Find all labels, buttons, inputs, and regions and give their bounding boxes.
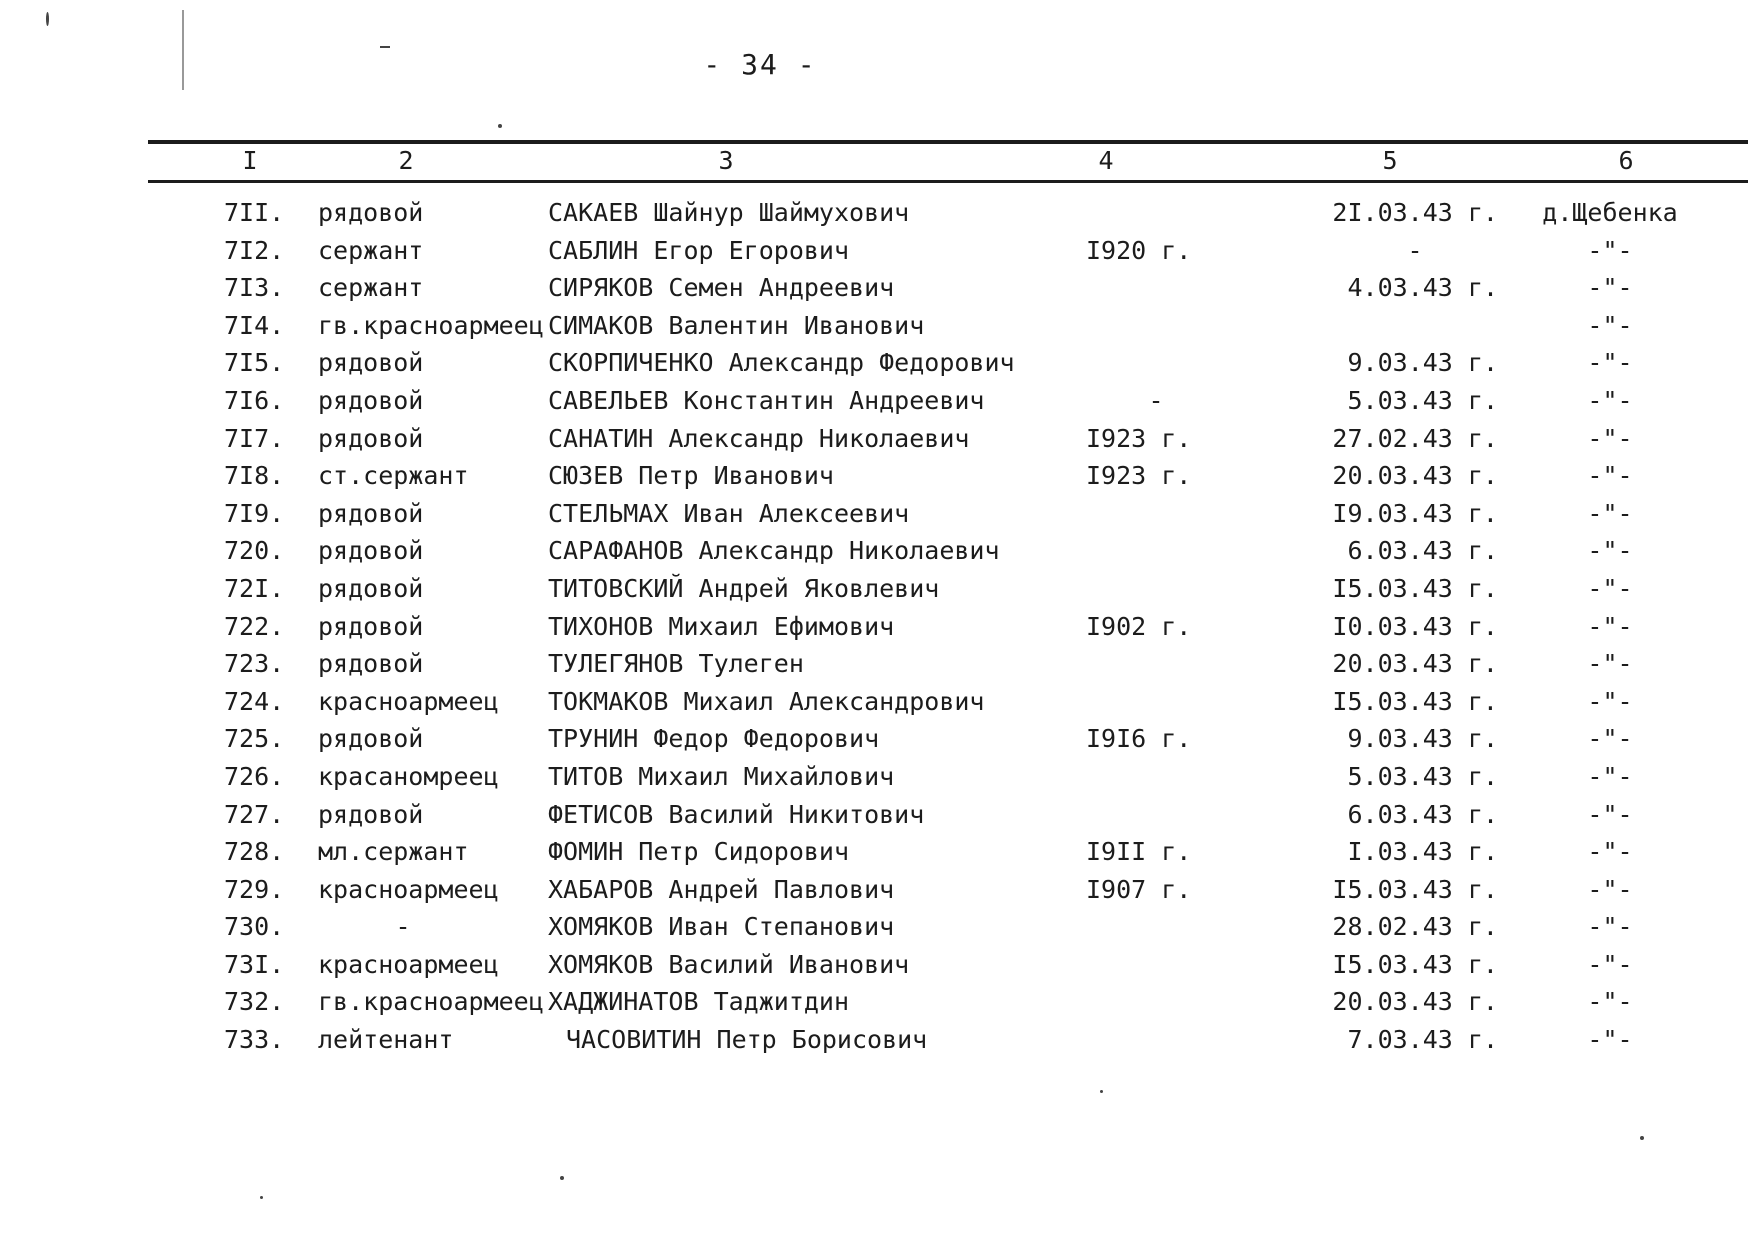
- row-name: СТЕЛЬМАХ Иван Алексеевич: [548, 498, 910, 528]
- row-rank: рядовой: [318, 385, 424, 415]
- row-number: 730.: [224, 912, 285, 942]
- row-rank: рядовой: [318, 611, 424, 641]
- table-row: [0, 608, 1756, 646]
- row-date: 4.03.43 г.: [1347, 273, 1498, 303]
- row-name: СИРЯКОВ Семен Андреевич: [548, 273, 895, 303]
- row-name: СКОРПИЧЕНКО Александр Федорович: [548, 348, 1015, 378]
- row-place: -"-: [1587, 724, 1633, 754]
- row-number: 7I5.: [224, 348, 285, 378]
- scan-speck: [182, 10, 184, 90]
- row-rank: рядовой: [318, 423, 424, 453]
- column-header-2: 2: [398, 146, 414, 175]
- row-rank: гв.красноармеец: [318, 310, 544, 340]
- row-name: САКАЕВ Шайнур Шаймухович: [548, 198, 910, 227]
- row-place: -"-: [1587, 837, 1633, 867]
- row-number: 729.: [224, 874, 285, 904]
- page-number: - 34 -: [703, 48, 817, 81]
- row-number: 7I7.: [224, 423, 285, 453]
- row-place: -"-: [1587, 912, 1633, 942]
- row-number: 7I9.: [224, 498, 285, 528]
- row-date: I0.03.43 г.: [1332, 611, 1498, 641]
- row-rank: красноармеец: [318, 874, 499, 904]
- table-row: [0, 344, 1756, 382]
- row-place: -"-: [1587, 498, 1633, 528]
- row-number: 7I8.: [224, 461, 285, 491]
- column-header-1: I: [242, 146, 258, 175]
- row-place: -"-: [1587, 761, 1633, 791]
- table-body: [0, 194, 1756, 1059]
- row-birth-year: -: [1148, 385, 1164, 415]
- table-row: [0, 269, 1756, 307]
- row-date: 6.03.43 г.: [1347, 799, 1498, 829]
- row-rank: лейтенант: [318, 1025, 454, 1055]
- scan-speck: [46, 12, 49, 26]
- row-date: 5.03.43 г.: [1347, 385, 1498, 415]
- row-name: ХАДЖИНАТОВ Таджитдин: [548, 987, 850, 1017]
- table-row: [0, 194, 1756, 232]
- row-name: СЮЗЕВ Петр Иванович: [548, 461, 834, 491]
- row-place: -"-: [1587, 1025, 1633, 1055]
- row-place: -"-: [1587, 235, 1633, 265]
- row-date: I5.03.43 г.: [1332, 949, 1498, 979]
- row-rank: рядовой: [318, 799, 424, 829]
- row-name: СИМАКОВ Валентин Иванович: [548, 310, 925, 340]
- row-number: 722.: [224, 611, 285, 641]
- row-rank: мл.сержант: [318, 837, 469, 867]
- row-place: -"-: [1587, 423, 1633, 453]
- row-place: -"-: [1587, 348, 1633, 378]
- row-name: ТРУНИН Федор Федорович: [548, 724, 880, 754]
- row-name: ХАБАРОВ Андрей Павлович: [548, 874, 895, 904]
- row-name: ТОКМАКОВ Михаил Александрович: [548, 686, 985, 716]
- row-date: 20.03.43 г.: [1332, 987, 1498, 1017]
- table-row: [0, 1021, 1756, 1059]
- row-place: -"-: [1587, 649, 1633, 679]
- row-rank: -: [395, 912, 411, 942]
- row-date: I5.03.43 г.: [1332, 686, 1498, 716]
- row-rank: гв.красноармеец: [318, 987, 544, 1017]
- row-name: ФЕТИСОВ Василий Никитович: [548, 799, 925, 829]
- table-row: [0, 758, 1756, 796]
- row-name: ЧАСОВИТИН Петр Борисович: [566, 1025, 928, 1055]
- table-row: [0, 720, 1756, 758]
- row-date: 6.03.43 г.: [1347, 536, 1498, 566]
- row-place: -"-: [1587, 536, 1633, 566]
- row-rank: рядовой: [318, 498, 424, 528]
- row-name: САВЕЛЬЕВ Константин Андреевич: [548, 385, 985, 415]
- table-top-rule: [148, 140, 1748, 144]
- row-place: д.Щебенка: [1542, 198, 1678, 227]
- row-date: 9.03.43 г.: [1347, 724, 1498, 754]
- row-number: 733.: [224, 1025, 285, 1055]
- row-number: 723.: [224, 649, 285, 679]
- row-number: 727.: [224, 799, 285, 829]
- row-rank: красноармеец: [318, 686, 499, 716]
- row-number: 7I4.: [224, 310, 285, 340]
- row-place: -"-: [1587, 949, 1633, 979]
- row-date: I9.03.43 г.: [1332, 498, 1498, 528]
- table-row: [0, 570, 1756, 608]
- row-name: ХОМЯКОВ Василий Иванович: [548, 949, 910, 979]
- row-birth-year: I9I6 г.: [1086, 724, 1192, 754]
- row-number: 726.: [224, 761, 285, 791]
- row-number: 7II.: [224, 198, 285, 227]
- row-name: ФОМИН Петр Сидорович: [548, 837, 850, 867]
- column-header-5: 5: [1382, 146, 1398, 175]
- scan-speck: [1100, 1090, 1103, 1093]
- row-rank: рядовой: [318, 536, 424, 566]
- row-date: 20.03.43 г.: [1332, 461, 1498, 491]
- table-row: [0, 307, 1756, 345]
- row-number: 724.: [224, 686, 285, 716]
- scan-speck: [1640, 1136, 1644, 1140]
- row-number: 73I.: [224, 949, 285, 979]
- row-rank: рядовой: [318, 724, 424, 754]
- column-header-6: 6: [1618, 146, 1634, 175]
- row-name: ХОМЯКОВ Иван Степанович: [548, 912, 895, 942]
- row-birth-year: I920 г.: [1086, 235, 1192, 265]
- table-row: [0, 382, 1756, 420]
- table-row: [0, 495, 1756, 533]
- row-place: -"-: [1587, 573, 1633, 603]
- table-row: [0, 457, 1756, 495]
- row-date: 9.03.43 г.: [1347, 348, 1498, 378]
- row-rank: красноармеец: [318, 949, 499, 979]
- row-number: 725.: [224, 724, 285, 754]
- row-date: -: [1407, 235, 1423, 265]
- scan-speck: [498, 124, 502, 128]
- table-row: [0, 871, 1756, 909]
- table-row: [0, 833, 1756, 871]
- row-place: -"-: [1587, 799, 1633, 829]
- scan-speck: [560, 1176, 564, 1180]
- table-row: [0, 232, 1756, 270]
- row-rank: красаномреец: [318, 761, 499, 791]
- table-row: [0, 645, 1756, 683]
- row-place: -"-: [1587, 686, 1633, 716]
- table-row: [0, 983, 1756, 1021]
- row-name: ТИТОВСКИЙ Андрей Яковлевич: [548, 573, 940, 603]
- row-date: I.03.43 г.: [1347, 837, 1498, 867]
- row-date: I5.03.43 г.: [1332, 874, 1498, 904]
- row-birth-year: I923 г.: [1086, 423, 1192, 453]
- row-rank: рядовой: [318, 198, 424, 227]
- row-number: 72I.: [224, 573, 285, 603]
- row-rank: ст.сержант: [318, 461, 469, 491]
- row-birth-year: I902 г.: [1086, 611, 1192, 641]
- row-place: -"-: [1587, 273, 1633, 303]
- row-birth-year: I907 г.: [1086, 874, 1192, 904]
- row-date: 7.03.43 г.: [1347, 1025, 1498, 1055]
- table-row: [0, 532, 1756, 570]
- row-place: -"-: [1587, 987, 1633, 1017]
- row-number: 728.: [224, 837, 285, 867]
- row-name: ТИТОВ Михаил Михайлович: [548, 761, 895, 791]
- row-date: 2I.03.43 г.: [1332, 198, 1498, 227]
- row-rank: рядовой: [318, 649, 424, 679]
- row-rank: сержант: [318, 273, 424, 303]
- row-name: ТУЛЕГЯНОВ Тулеген: [548, 649, 804, 679]
- row-number: 7I6.: [224, 385, 285, 415]
- row-date: 5.03.43 г.: [1347, 761, 1498, 791]
- row-date: 27.02.43 г.: [1332, 423, 1498, 453]
- row-name: САНАТИН Александр Николаевич: [548, 423, 970, 453]
- scan-speck: [380, 46, 390, 48]
- row-name: САРАФАНОВ Александр Николаевич: [548, 536, 1000, 566]
- row-rank: сержант: [318, 235, 424, 265]
- row-birth-year: I923 г.: [1086, 461, 1192, 491]
- row-date: I5.03.43 г.: [1332, 573, 1498, 603]
- row-place: -"-: [1587, 874, 1633, 904]
- row-place: -"-: [1587, 611, 1633, 641]
- row-place: -"-: [1587, 310, 1633, 340]
- table-row: [0, 420, 1756, 458]
- row-number: 732.: [224, 987, 285, 1017]
- row-name: ТИХОНОВ Михаил Ефимович: [548, 611, 895, 641]
- row-name: САБЛИН Егор Егорович: [548, 235, 850, 265]
- table-row: [0, 908, 1756, 946]
- row-number: 7I3.: [224, 273, 285, 303]
- row-rank: рядовой: [318, 348, 424, 378]
- row-number: 7I2.: [224, 235, 285, 265]
- row-date: 28.02.43 г.: [1332, 912, 1498, 942]
- column-header-3: 3: [718, 146, 734, 175]
- row-place: -"-: [1587, 385, 1633, 415]
- table-header-rule: [148, 180, 1748, 183]
- row-date: 20.03.43 г.: [1332, 649, 1498, 679]
- row-place: -"-: [1587, 461, 1633, 491]
- row-number: 720.: [224, 536, 285, 566]
- row-birth-year: I9II г.: [1086, 837, 1192, 867]
- row-rank: рядовой: [318, 573, 424, 603]
- table-row: [0, 796, 1756, 834]
- scan-speck: [260, 1196, 263, 1199]
- table-row: [0, 683, 1756, 721]
- table-row: [0, 946, 1756, 984]
- table-header-row: [0, 146, 1756, 178]
- column-header-4: 4: [1098, 146, 1114, 175]
